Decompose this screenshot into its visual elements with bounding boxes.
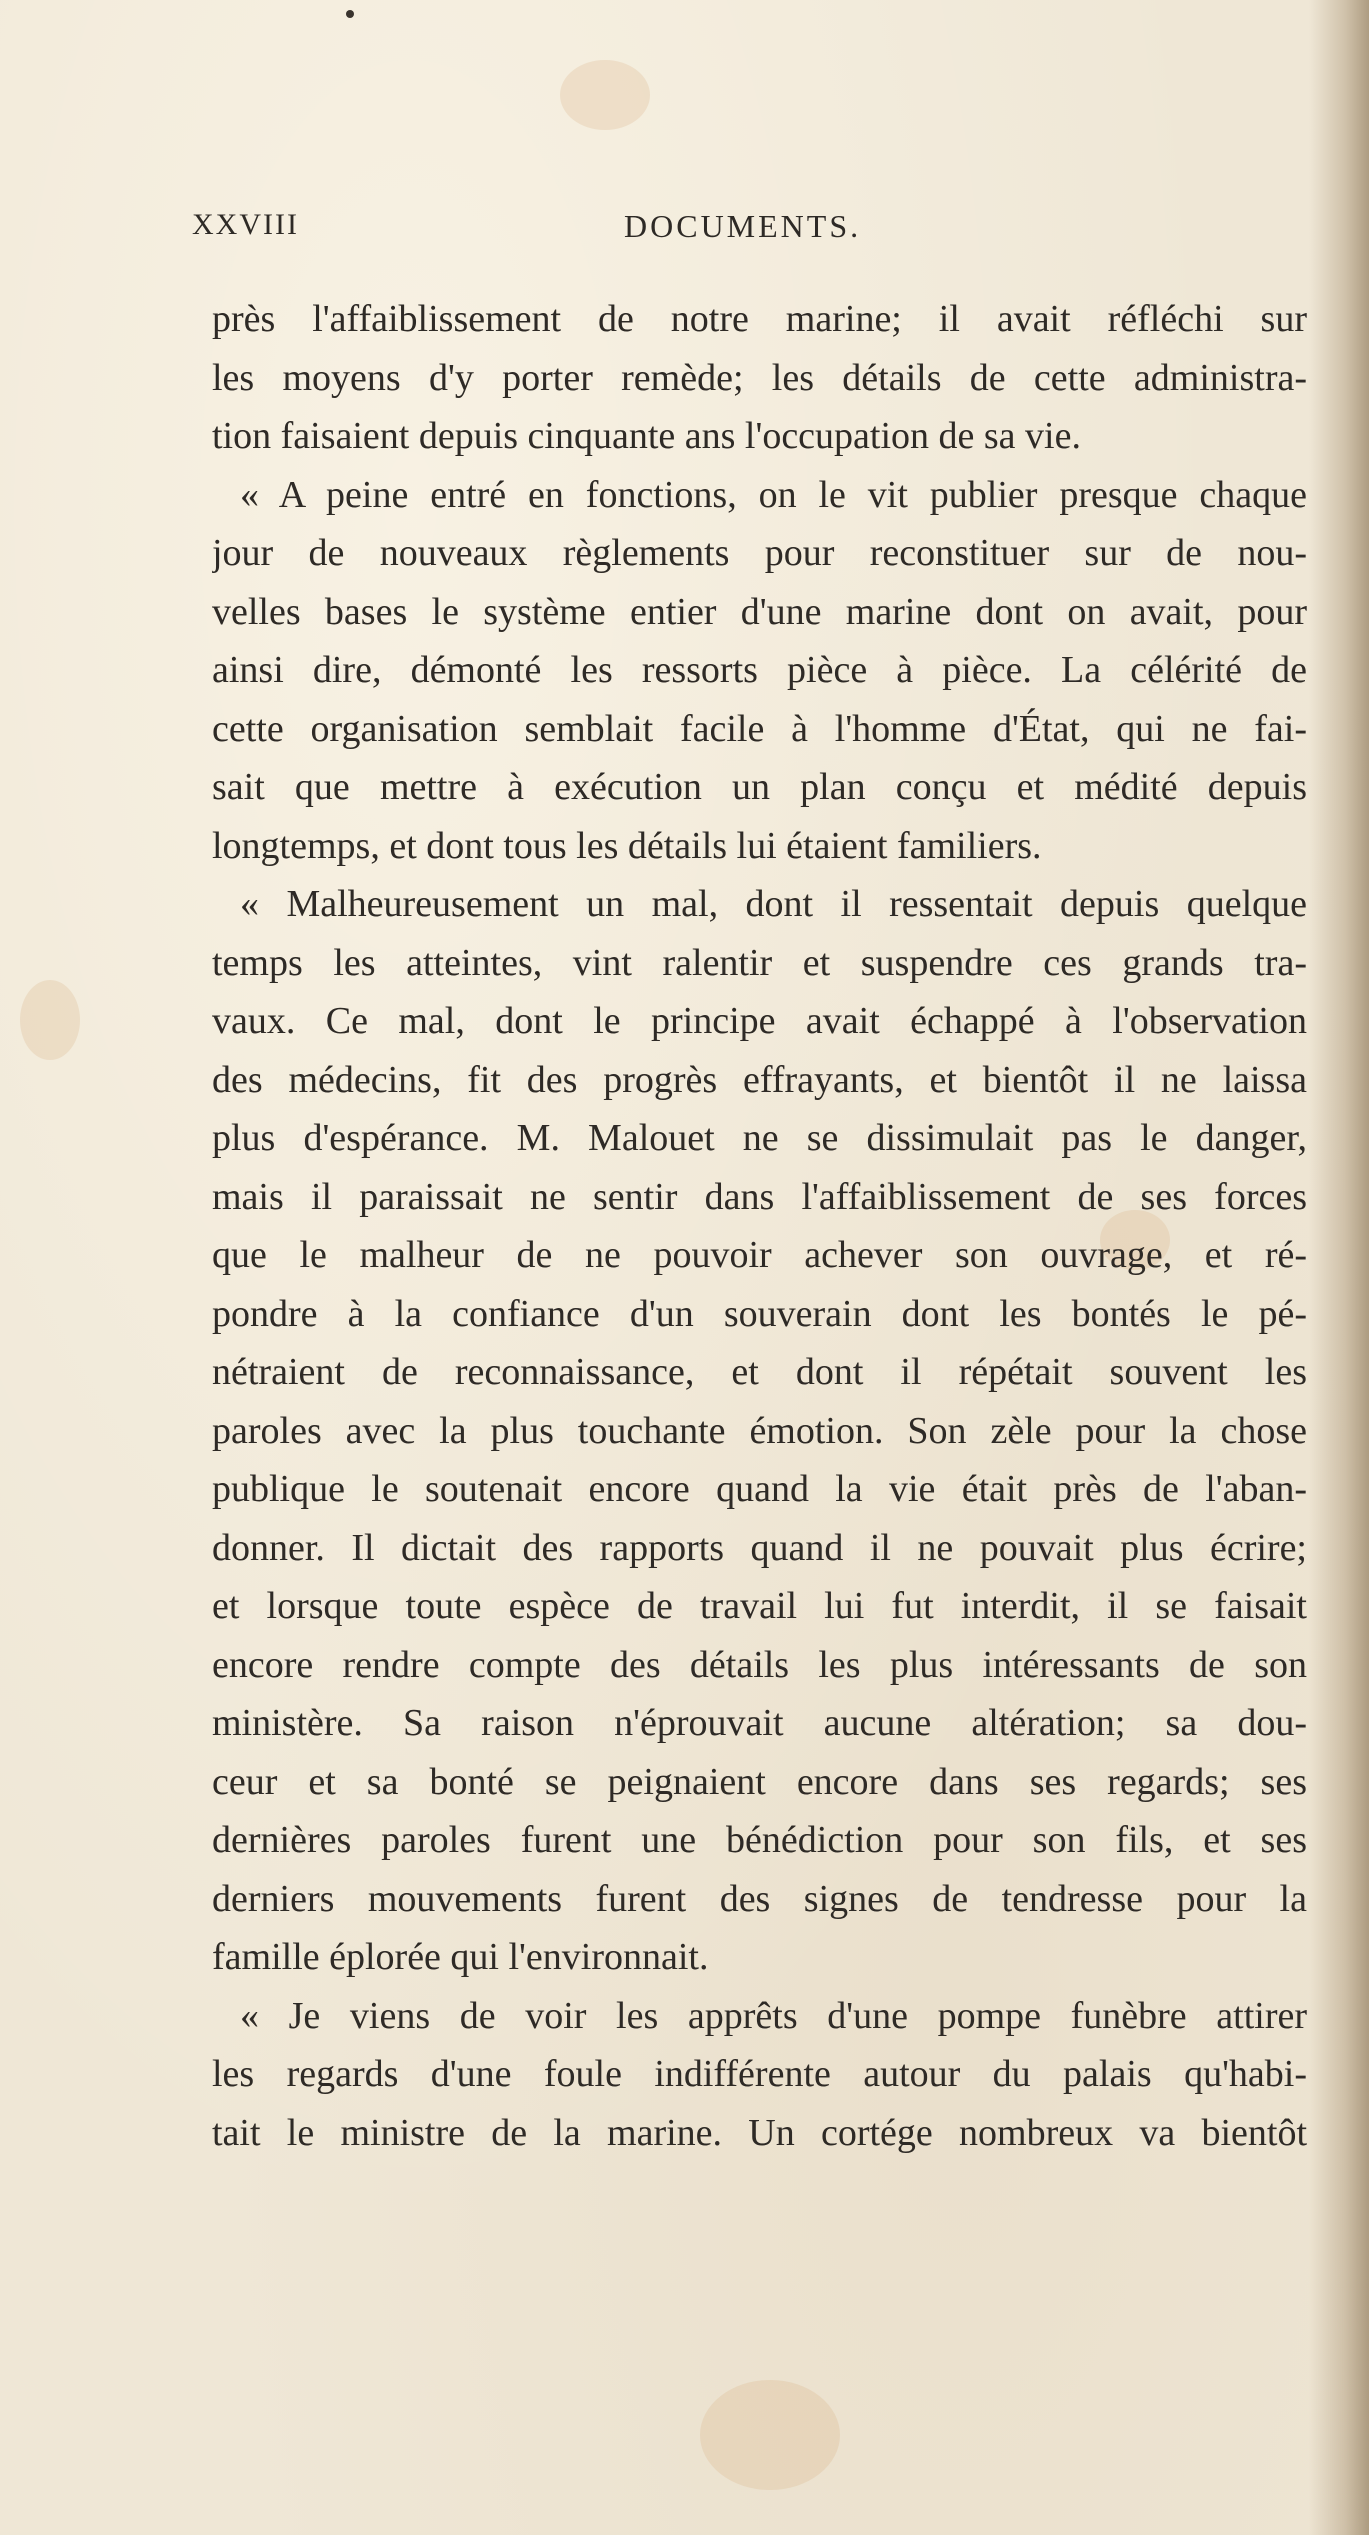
text-line: cette organisation semblait facile à l'homme d'État, qui ne fai- [212, 707, 1307, 750]
text-line: longtemps, et dont tous les détails lui étaient familiers. [212, 824, 1042, 867]
page-edge-shadow [1309, 0, 1369, 2535]
text-line: tait le ministre de la marine. Un cortége nombreux va bientôt [212, 2111, 1307, 2154]
text-line: dernières paroles furent une bénédiction pour son fils, et ses [212, 1819, 1307, 1861]
text-line: encore rendre compte des détails les plus intéressants de son [212, 1643, 1307, 1686]
text-line: ceur et sa bonté se peignaient encore dans ses regards; ses [212, 1760, 1307, 1803]
text-line: mais il paraissait ne sentir dans l'affaiblissement de ses forces [212, 1175, 1307, 1218]
text-line: famille éplorée qui l'environnait. [212, 1936, 709, 1978]
running-title: DOCUMENTS. [624, 208, 862, 244]
text-line: tion faisaient depuis cinquante ans l'occupation de sa vie. [212, 415, 1081, 457]
page-number: XXVIII [192, 208, 299, 241]
text-line: des médecins, fit des progrès effrayants, et bientôt il ne laissa [212, 1058, 1307, 1101]
text-line: et lorsque toute espèce de travail lui fut interdit, il se faisait [212, 1585, 1307, 1627]
text-line: temps les atteintes, vint ralentir et suspendre ces grands tra- [212, 941, 1307, 984]
paper-stain [560, 60, 650, 130]
paper-stain [20, 980, 80, 1060]
text-line: « Malheureusement un mal, dont il ressentait depuis quelque [240, 883, 1307, 925]
text-line: derniers mouvements furent des signes de tendresse pour la [212, 1877, 1307, 1920]
text-line: velles bases le système entier d'une marine dont on avait, pour [212, 590, 1307, 633]
running-head [192, 208, 1369, 268]
text-line: jour de nouveaux règlements pour reconstituer sur de nou- [212, 532, 1307, 574]
text-line: « Je viens de voir les apprêts d'une pompe funèbre attirer [240, 1994, 1307, 2037]
text-line: que le malheur de ne pouvoir achever son ouvrage, et ré- [212, 1234, 1307, 1276]
paper-stain [700, 2380, 840, 2490]
text-line: publique le soutenait encore quand la vie était près de l'aban- [212, 1468, 1307, 1510]
text-line: « A peine entré en fonctions, on le vit publier presque chaque [240, 473, 1307, 516]
text-line: paroles avec la plus touchante émotion. Son zèle pour la chose [212, 1409, 1307, 1452]
text-line: sait que mettre à exécution un plan conçu et médité depuis [212, 766, 1307, 808]
text-line: pondre à la confiance d'un souverain dont les bontés le pé- [212, 1292, 1307, 1335]
text-line: donner. Il dictait des rapports quand il ne pouvait plus écrire; [212, 1526, 1307, 1569]
text-line: nétraient de reconnaissance, et dont il répétait souvent les [212, 1351, 1307, 1393]
text-line: les regards d'une foule indifférente autour du palais qu'habi- [212, 2053, 1307, 2095]
ink-dot [346, 10, 354, 18]
text-line: ainsi dire, démonté les ressorts pièce à pièce. La célérité de [212, 649, 1307, 691]
text-line: les moyens d'y porter remède; les détails de cette administra- [212, 356, 1307, 399]
text-line: vaux. Ce mal, dont le principe avait échappé à l'observation [212, 1000, 1307, 1042]
text-line: près l'affaiblissement de notre marine; il avait réfléchi sur [212, 298, 1307, 340]
body-text [212, 290, 1307, 2162]
text-line: ministère. Sa raison n'éprouvait aucune altération; sa dou- [212, 1702, 1307, 1744]
text-line: plus d'espérance. M. Malouet ne se dissimulait pas le danger, [212, 1117, 1307, 1159]
